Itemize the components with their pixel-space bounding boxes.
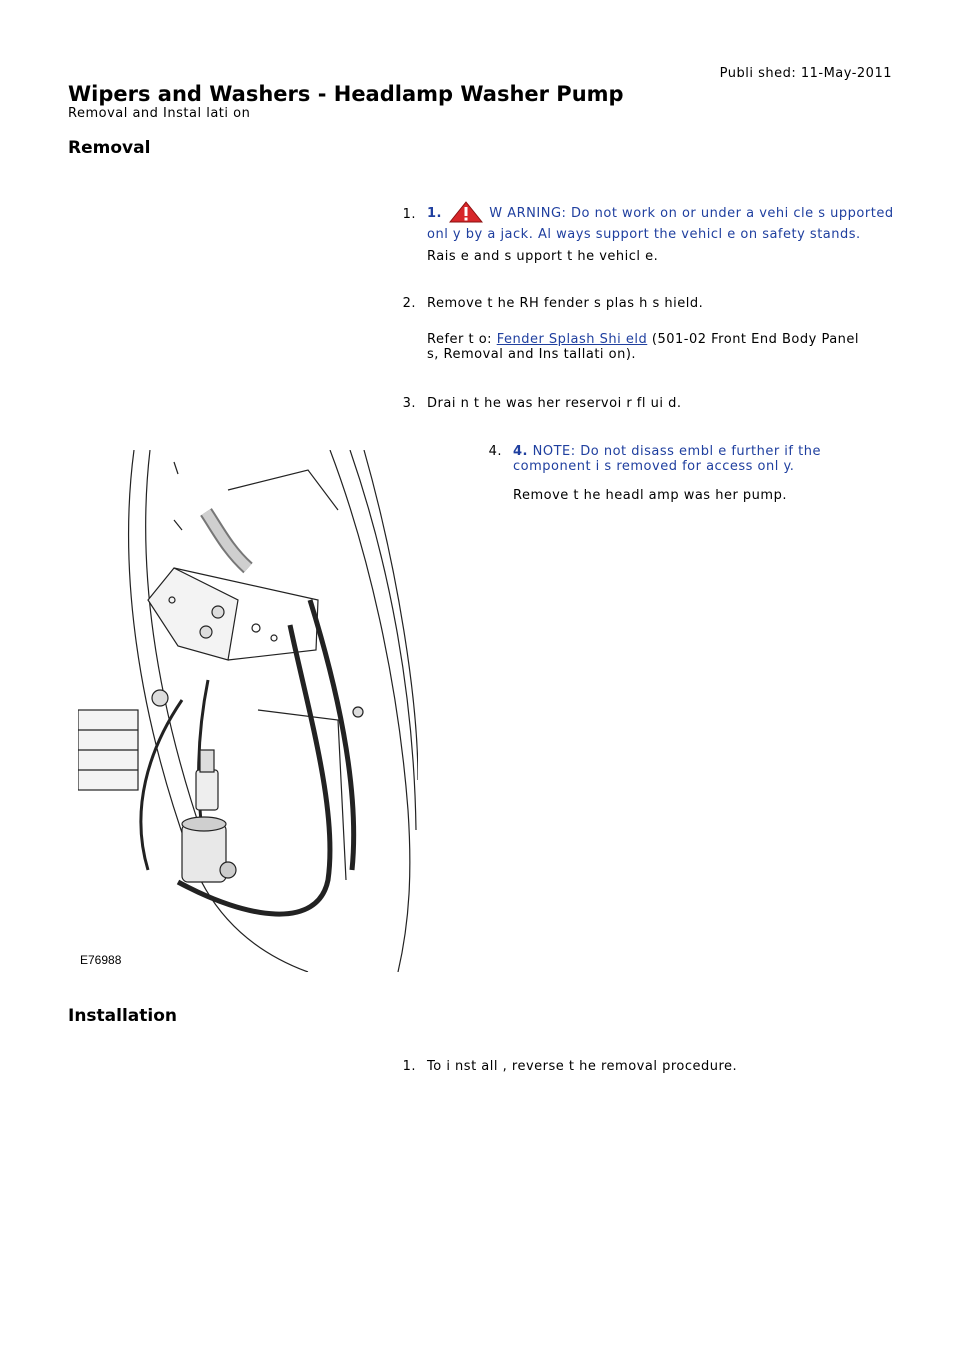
install-step-1-number: 1. bbox=[402, 1059, 416, 1074]
step-4-note-text: NOTE: Do not disass embl e further if the component i s removed for access onl y. bbox=[513, 444, 821, 474]
figure-label: E76988 bbox=[80, 953, 122, 967]
step-1-number: 1. bbox=[402, 207, 416, 222]
published-date: Publi shed: 11-May-2011 bbox=[719, 66, 892, 81]
step-1-warning bbox=[427, 201, 897, 242]
page-title: Wipers and Washers - Headlamp Washer Pump bbox=[68, 82, 624, 106]
step-1-warning-text: W ARNING: Do not work on or under a vehi cle s upported onl y by a jack. Al ways support the vehicl e on safety stands. bbox=[427, 206, 894, 242]
step-2-number: 2. bbox=[402, 296, 416, 311]
step-2-text: Remove t he RH fender s plas h s hield. bbox=[427, 296, 704, 311]
step-4-number: 4. bbox=[488, 444, 502, 459]
step-4-bold-num: 4. bbox=[513, 444, 528, 459]
installation-heading: Installation bbox=[68, 1006, 178, 1026]
install-step-1-text: To i nst all , reverse t he removal procedure. bbox=[427, 1059, 738, 1074]
headlamp-washer-pump-illustration bbox=[78, 450, 418, 972]
step-1-text: Rais e and s upport t he vehicl e. bbox=[427, 249, 659, 264]
step-4-text: Remove t he headl amp was her pump. bbox=[513, 488, 787, 503]
page-subtitle: Removal and Instal lati on bbox=[68, 106, 251, 121]
fender-splash-shield-link[interactable]: Fender Splash Shi eld bbox=[496, 332, 648, 347]
warning-triangle-icon bbox=[449, 201, 483, 227]
step-1-bold-num: 1. bbox=[427, 206, 442, 221]
step-3-number: 3. bbox=[402, 396, 416, 411]
step-2-refer bbox=[427, 332, 867, 362]
step-2-refer-suffix: (501-02 Front End Body Panel s, Removal and Ins tallati on). bbox=[427, 332, 860, 362]
removal-heading: Removal bbox=[68, 138, 151, 158]
step-3-text: Drai n t he was her reservoi r fl ui d. bbox=[427, 396, 682, 411]
step-2-refer-prefix: Refer t o: bbox=[427, 332, 493, 347]
step-4-note bbox=[513, 444, 885, 474]
